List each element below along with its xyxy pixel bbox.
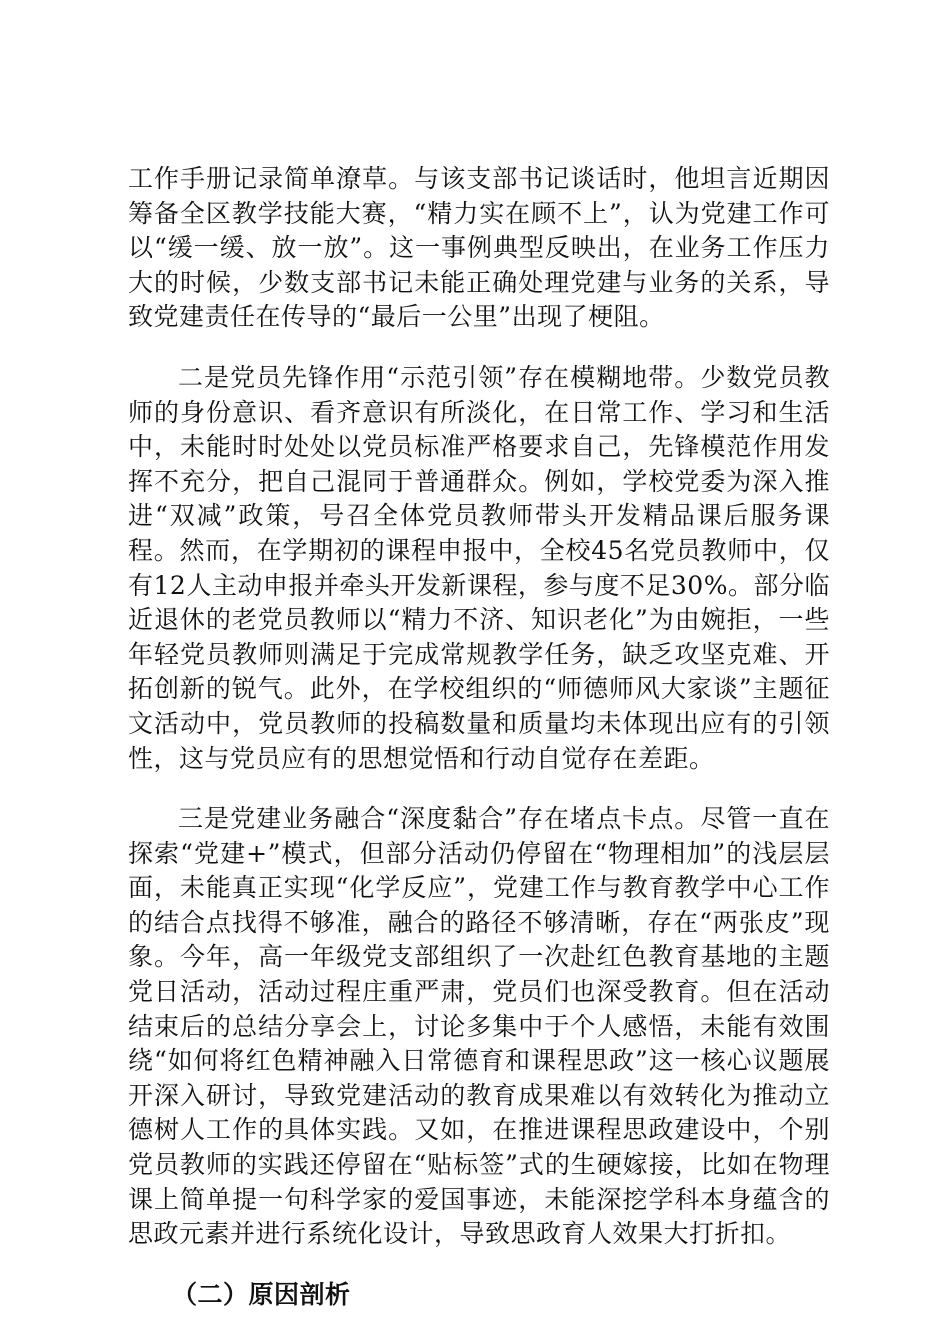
paragraph-gap [128, 1252, 830, 1278]
document-body [128, 162, 830, 1312]
section-heading: （二）原因剖析 [172, 1279, 351, 1309]
paragraph-party-member-vanguard: 二是党员先锋作用“示范引领”存在模糊地带。少数党员教师的身份意识、看齐意识有所淡化，在日常工作、学习和生活中，未能时时处处以党员标准严格要求自己，先锋模范作用发挥不充分，把自己混同于普通群众。例如，学校党委为深入推进“双减”政策，号召全体党员教师带头开发精品课后服务课程。然而，在学期初的课程申报中，全校45名党员教师中，仅有12人主动申报并牵头开发新课程，参与度不足30%。部分临近退休的老党员教师以“精力不济、知识老化”为由婉拒，一些年轻党员教师则满足于完成常规教学任务，缺乏攻坚克难、开拓创新的锐气。此外，在学校组织的“师德师风大家谈”主题征文活动中，党员教师的投稿数量和质量均未体现出应有的引领性，这与党员应有的思想觉悟和行动自觉存在差距。 [128, 362, 830, 773]
paragraph-gap [128, 776, 830, 802]
paragraph-continuation: 工作手册记录简单潦草。与该支部书记谈话时，他坦言近期因筹备全区教学技能大赛，“精力实在顾不上”，认为党建工作可以“缓一缓、放一放”。这一事例典型反映出，在业务工作压力大的时候，少数支部书记未能正确处理党建与业务的关系，导致党建责任在传导的“最后一公里”出现了梗阻。 [128, 164, 830, 332]
paragraph-party-business-integration: 三是党建业务融合“深度黏合”存在堵点卡点。尽管一直在探索“党建+”模式，但部分活动仍停留在“物理相加”的浅层层面，未能真正实现“化学反应”，党建工作与教育教学中心工作的结合点找得不够准，融合的路径不够清晰，存在“两张皮”现象。今年，高一年级党支部组织了一次赴红色教育基地的主题党日活动，活动过程庄重严肃，党员们也深受教育。但在活动结束后的总结分享会上，讨论多集中于个人感悟，未能有效围绕“如何将红色精神融入日常德育和课程思政”这一核心议题展开深入研讨，导致党建活动的教育成果难以有效转化为推动立德树人工作的具体实践。又如，在推进课程思政建设中，个别党员教师的实践还停留在“贴标签”式的生硬嫁接，比如在物理课上简单提一句科学家的爱国事迹，未能深挖学科本身蕴含的思政元素并进行系统化设计，导致思政育人效果大打折扣。 [128, 804, 830, 1249]
paragraph-gap [128, 335, 830, 361]
